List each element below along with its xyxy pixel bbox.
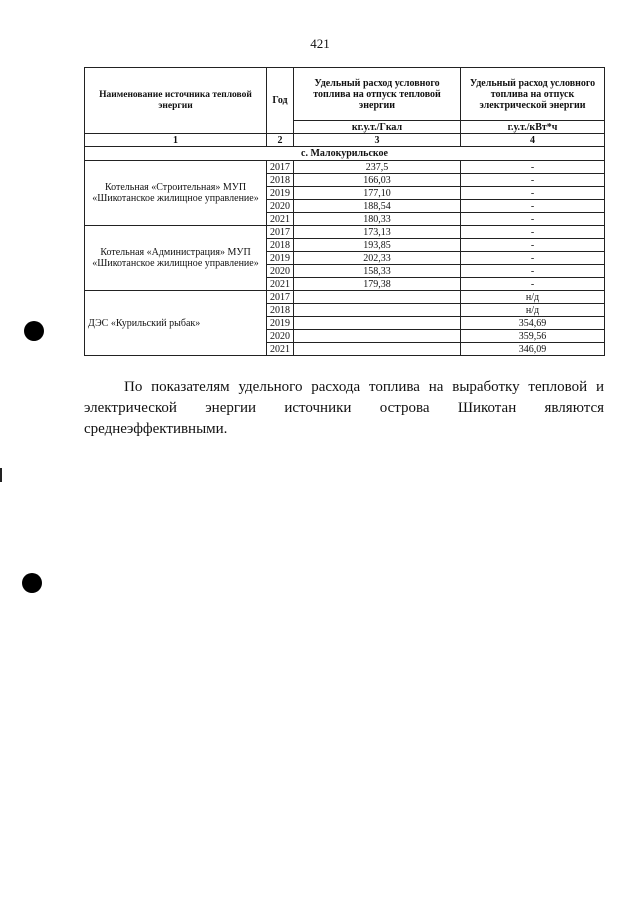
year-cell: 2017	[267, 291, 294, 304]
col-number-2: 2	[267, 134, 294, 147]
heat-value: 193,85	[294, 239, 461, 252]
paragraph-line-1: По показателям удельного расхода топлива на выработку тепловой и	[124, 379, 604, 395]
heat-value: 188,54	[294, 200, 461, 213]
paragraph-line-3: среднеэффективными.	[84, 421, 228, 437]
year-cell: 2021	[267, 343, 294, 356]
year-cell: 2019	[267, 252, 294, 265]
electric-value: н/д	[461, 291, 605, 304]
header-heat-unit: кг.у.т./Гкал	[294, 121, 461, 134]
paragraph-line-2: электрической энергии источники острова Шикотан являются	[84, 400, 604, 416]
table-row	[85, 226, 605, 239]
electric-value: -	[461, 226, 605, 239]
punch-hole-mark	[22, 573, 42, 593]
year-cell: 2020	[267, 200, 294, 213]
electric-value: -	[461, 213, 605, 226]
electric-value: -	[461, 239, 605, 252]
page-number: 421	[310, 36, 330, 51]
source-name: ДЭС «Курильский рыбак»	[85, 291, 267, 356]
header-heat: Удельный расход условного топлива на отпуск тепловой энергии	[294, 68, 461, 121]
heat-value	[294, 343, 461, 356]
conclusion-paragraph	[84, 377, 604, 440]
year-cell: 2018	[267, 239, 294, 252]
col-number-4: 4	[461, 134, 605, 147]
heat-value	[294, 304, 461, 317]
year-cell: 2018	[267, 304, 294, 317]
year-cell: 2020	[267, 330, 294, 343]
electric-value: 354,69	[461, 317, 605, 330]
source-name: Котельная «Администрация» МУП «Шикотанское жилищное управление»	[85, 226, 267, 291]
heat-value	[294, 317, 461, 330]
col-number-3: 3	[294, 134, 461, 147]
table-row	[85, 291, 605, 304]
year-cell: 2019	[267, 187, 294, 200]
heat-value: 166,03	[294, 174, 461, 187]
header-year: Год	[267, 68, 294, 134]
electric-value: -	[461, 161, 605, 174]
heat-value: 173,13	[294, 226, 461, 239]
header-electric: Удельный расход условного топлива на отпуск электрической энергии	[461, 68, 605, 121]
header-electric-unit: г.у.т./кВт*ч	[461, 121, 605, 134]
year-cell: 2020	[267, 265, 294, 278]
heat-value: 237,5	[294, 161, 461, 174]
electric-value: 359,56	[461, 330, 605, 343]
col-number-1: 1	[85, 134, 267, 147]
electric-value: -	[461, 200, 605, 213]
heat-value: 158,33	[294, 265, 461, 278]
year-cell: 2021	[267, 278, 294, 291]
electric-value: 346,09	[461, 343, 605, 356]
year-cell: 2017	[267, 226, 294, 239]
heat-value	[294, 291, 461, 304]
electric-value: -	[461, 187, 605, 200]
year-cell: 2021	[267, 213, 294, 226]
heat-value	[294, 330, 461, 343]
table-row	[85, 161, 605, 174]
punch-hole-mark	[24, 321, 44, 341]
heat-value: 180,33	[294, 213, 461, 226]
source-name: Котельная «Строительная» МУП «Шикотанское жилищное управление»	[85, 161, 267, 226]
electric-value: -	[461, 265, 605, 278]
heat-value: 202,33	[294, 252, 461, 265]
scan-edge-mark	[0, 468, 2, 482]
fuel-consumption-table	[84, 67, 605, 356]
header-source: Наименование источника тепловой энергии	[85, 68, 267, 134]
year-cell: 2017	[267, 161, 294, 174]
electric-value: -	[461, 174, 605, 187]
electric-value: -	[461, 252, 605, 265]
heat-value: 177,10	[294, 187, 461, 200]
heat-value: 179,38	[294, 278, 461, 291]
electric-value: -	[461, 278, 605, 291]
section-title: с. Малокурильское	[85, 147, 605, 161]
year-cell: 2019	[267, 317, 294, 330]
year-cell: 2018	[267, 174, 294, 187]
electric-value: н/д	[461, 304, 605, 317]
